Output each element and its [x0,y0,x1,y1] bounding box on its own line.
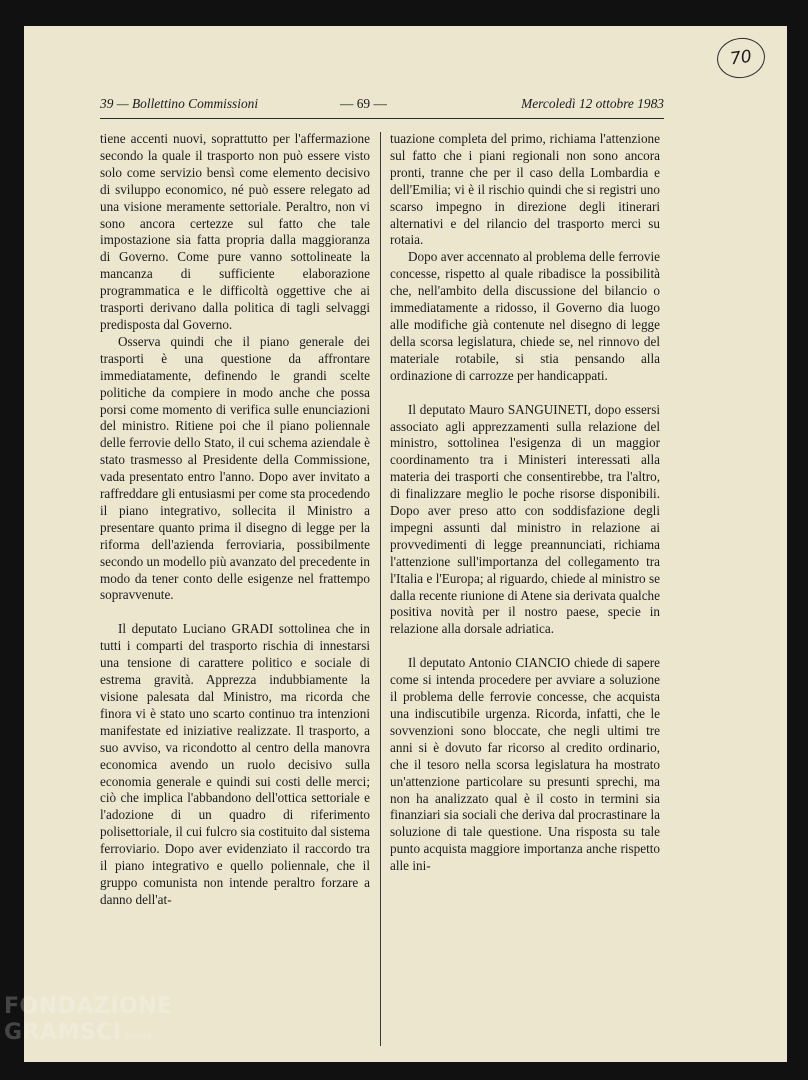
paragraph: Il deputato Mauro SANGUINETI, dopo essersi associato agli apprezzamenti sulla relazione del ministro, sottolinea l'esigenza di un maggior coordinamento tra i Ministeri interessati alla materia dei trasporti che consentirebbe, tra l'altro, di finalizzare meglio le poche risorse disponibili. Dopo aver preso atto con soddisfazione degli impegni assunti dal ministro in relazione ai provvedimenti di legge preannunciati, richiama l'attenzione sull'importanza del collegamento tra l'Italia e l'Europa; al riguardo, chiede al ministro se dalla recente riunione di Atene sia derivata qualche positiva novità per il nostro paese, specie in relazione alla dorsale adriatica. [390,401,660,637]
paragraph: tuazione completa del primo, richiama l'attenzione sul fatto che i piani regionali non sono ancora pronti, tranne che per il caso della Lombardia e dell'Emilia; vi è il rischio quindi che si registri uno scarso impegno in direzione degli itinerari alternativi e del rilancio del trasporto merci su rotaia. [390,131,660,248]
paragraph: Il deputato Antonio CIANCIO chiede di sapere come si intenda procedere per avviare a soluzione il problema delle ferrovie concesse, che acquista una indiscutibile urgenza. Ricorda, infatti, che le sovvenzioni sono bloccate, che negli ultimi tre anni si è dovuto far ricorso al credito ordinario, che il tesoro nella scorsa legislatura ha mostrato un'attenzione particolare su presunti sprechi, ma non ha analizzato qual è il costo in termini sia finanziari sia sociali che deriva dal procrastinare la soluzione di tale questione. Una risposta su tale punto acquista maggiore importanza anche rispetto alle ini- [390,655,660,874]
page-header [100,96,664,119]
watermark-logo [4,994,173,1050]
header-page-number: — 69 — [340,96,387,111]
paragraph: Osserva quindi che il piano generale dei trasporti è una questione da affrontare immediatamente, definendo le grandi scelte politiche da compiere in modo anche che possa porsi come momento di verifica sulle enunciazioni del ministro. Ritiene poi che il piano poliennale delle ferrovie dello Stato, il cui schema aziendale è stato trasmesso al Presidente della Commissione, vada presentato entro l'anno. Dopo aver invitato a raffreddare gli entusiasmi per come sta procedendo il piano integrativo, sollecita il Ministro a presentare quanto prima il disegno di legge per la riforma dell'azienda ferroviaria, possibilmente secondo un modello più avanzato del precedente in modo da tener conto delle esigenze nel frattempo sopravvenute. [100,333,370,603]
paragraph: tiene accenti nuovi, soprattutto per l'affermazione secondo la quale il trasporto non può essere visto solo come servizio bensì come elemento decisivo di sviluppo economico, né può essere relegato ad una visione meramente settoriale. Peraltro, non vi sono ancora certezze sul fatto che tale impostazione sia fatta propria dalla maggioranza di Governo. Come pure vanno sottolineate la mancanza di sufficiente elaborazione programmatica e le difficoltà oggettive che ai trasporti derivano dalla politica di tagli selvaggi predisposta dal Governo. [100,131,370,332]
document-page [24,26,787,1062]
right-column [390,131,660,875]
column-divider [380,132,381,1046]
watermark-line: FONDAZIONE [4,994,173,1019]
handwritten-page-mark: 70 [714,35,767,81]
paragraph: Dopo aver accennato al problema delle ferrovie concesse, rispetto al quale ribadisce la possibilità che, nell'ambito della discussione del bilancio o immediatamente a ridosso, il Governo dia luogo alle modifiche già contenute nel disegno di legge della scorsa legislatura, chiede se, nel rinnovo del materiale rotabile, si stia pensando alla ordinazione di carrozze per handicappati. [390,249,660,383]
header-publication: 39 — Bollettino Commissioni [100,96,259,111]
left-column [100,131,370,909]
watermark-line: GRAMSCI onlus [4,1020,153,1045]
paragraph: Il deputato Luciano GRADI sottolinea che in tutti i comparti del trasporto rischia di innestarsi una tensione di carattere politico e sociale di estrema gravità. Apprezza indubbiamente la visione palesata dal Ministro, ma ricorda che finora vi è stato uno scarto continuo tra intenzioni manifestate ed iniziative realizzate. Il trasporto, a suo avviso, va ricondotto al centro della manovra economica avendo un ruolo decisivo sulla economia generale e quindi sui costi delle merci; ciò che implica l'abbandono dell'ottica settoriale e l'adozione di un quadro di riferimento polisettoriale, il cui fulcro sia costituito dal sistema ferroviario. Dopo aver evidenziato il raccordo tra il piano integrativo e quello poliennale, che il gruppo comunista non intende peraltro forzare a danno dell'at- [100,621,370,907]
header-date: Mercoledì 12 ottobre 1983 [521,96,664,111]
